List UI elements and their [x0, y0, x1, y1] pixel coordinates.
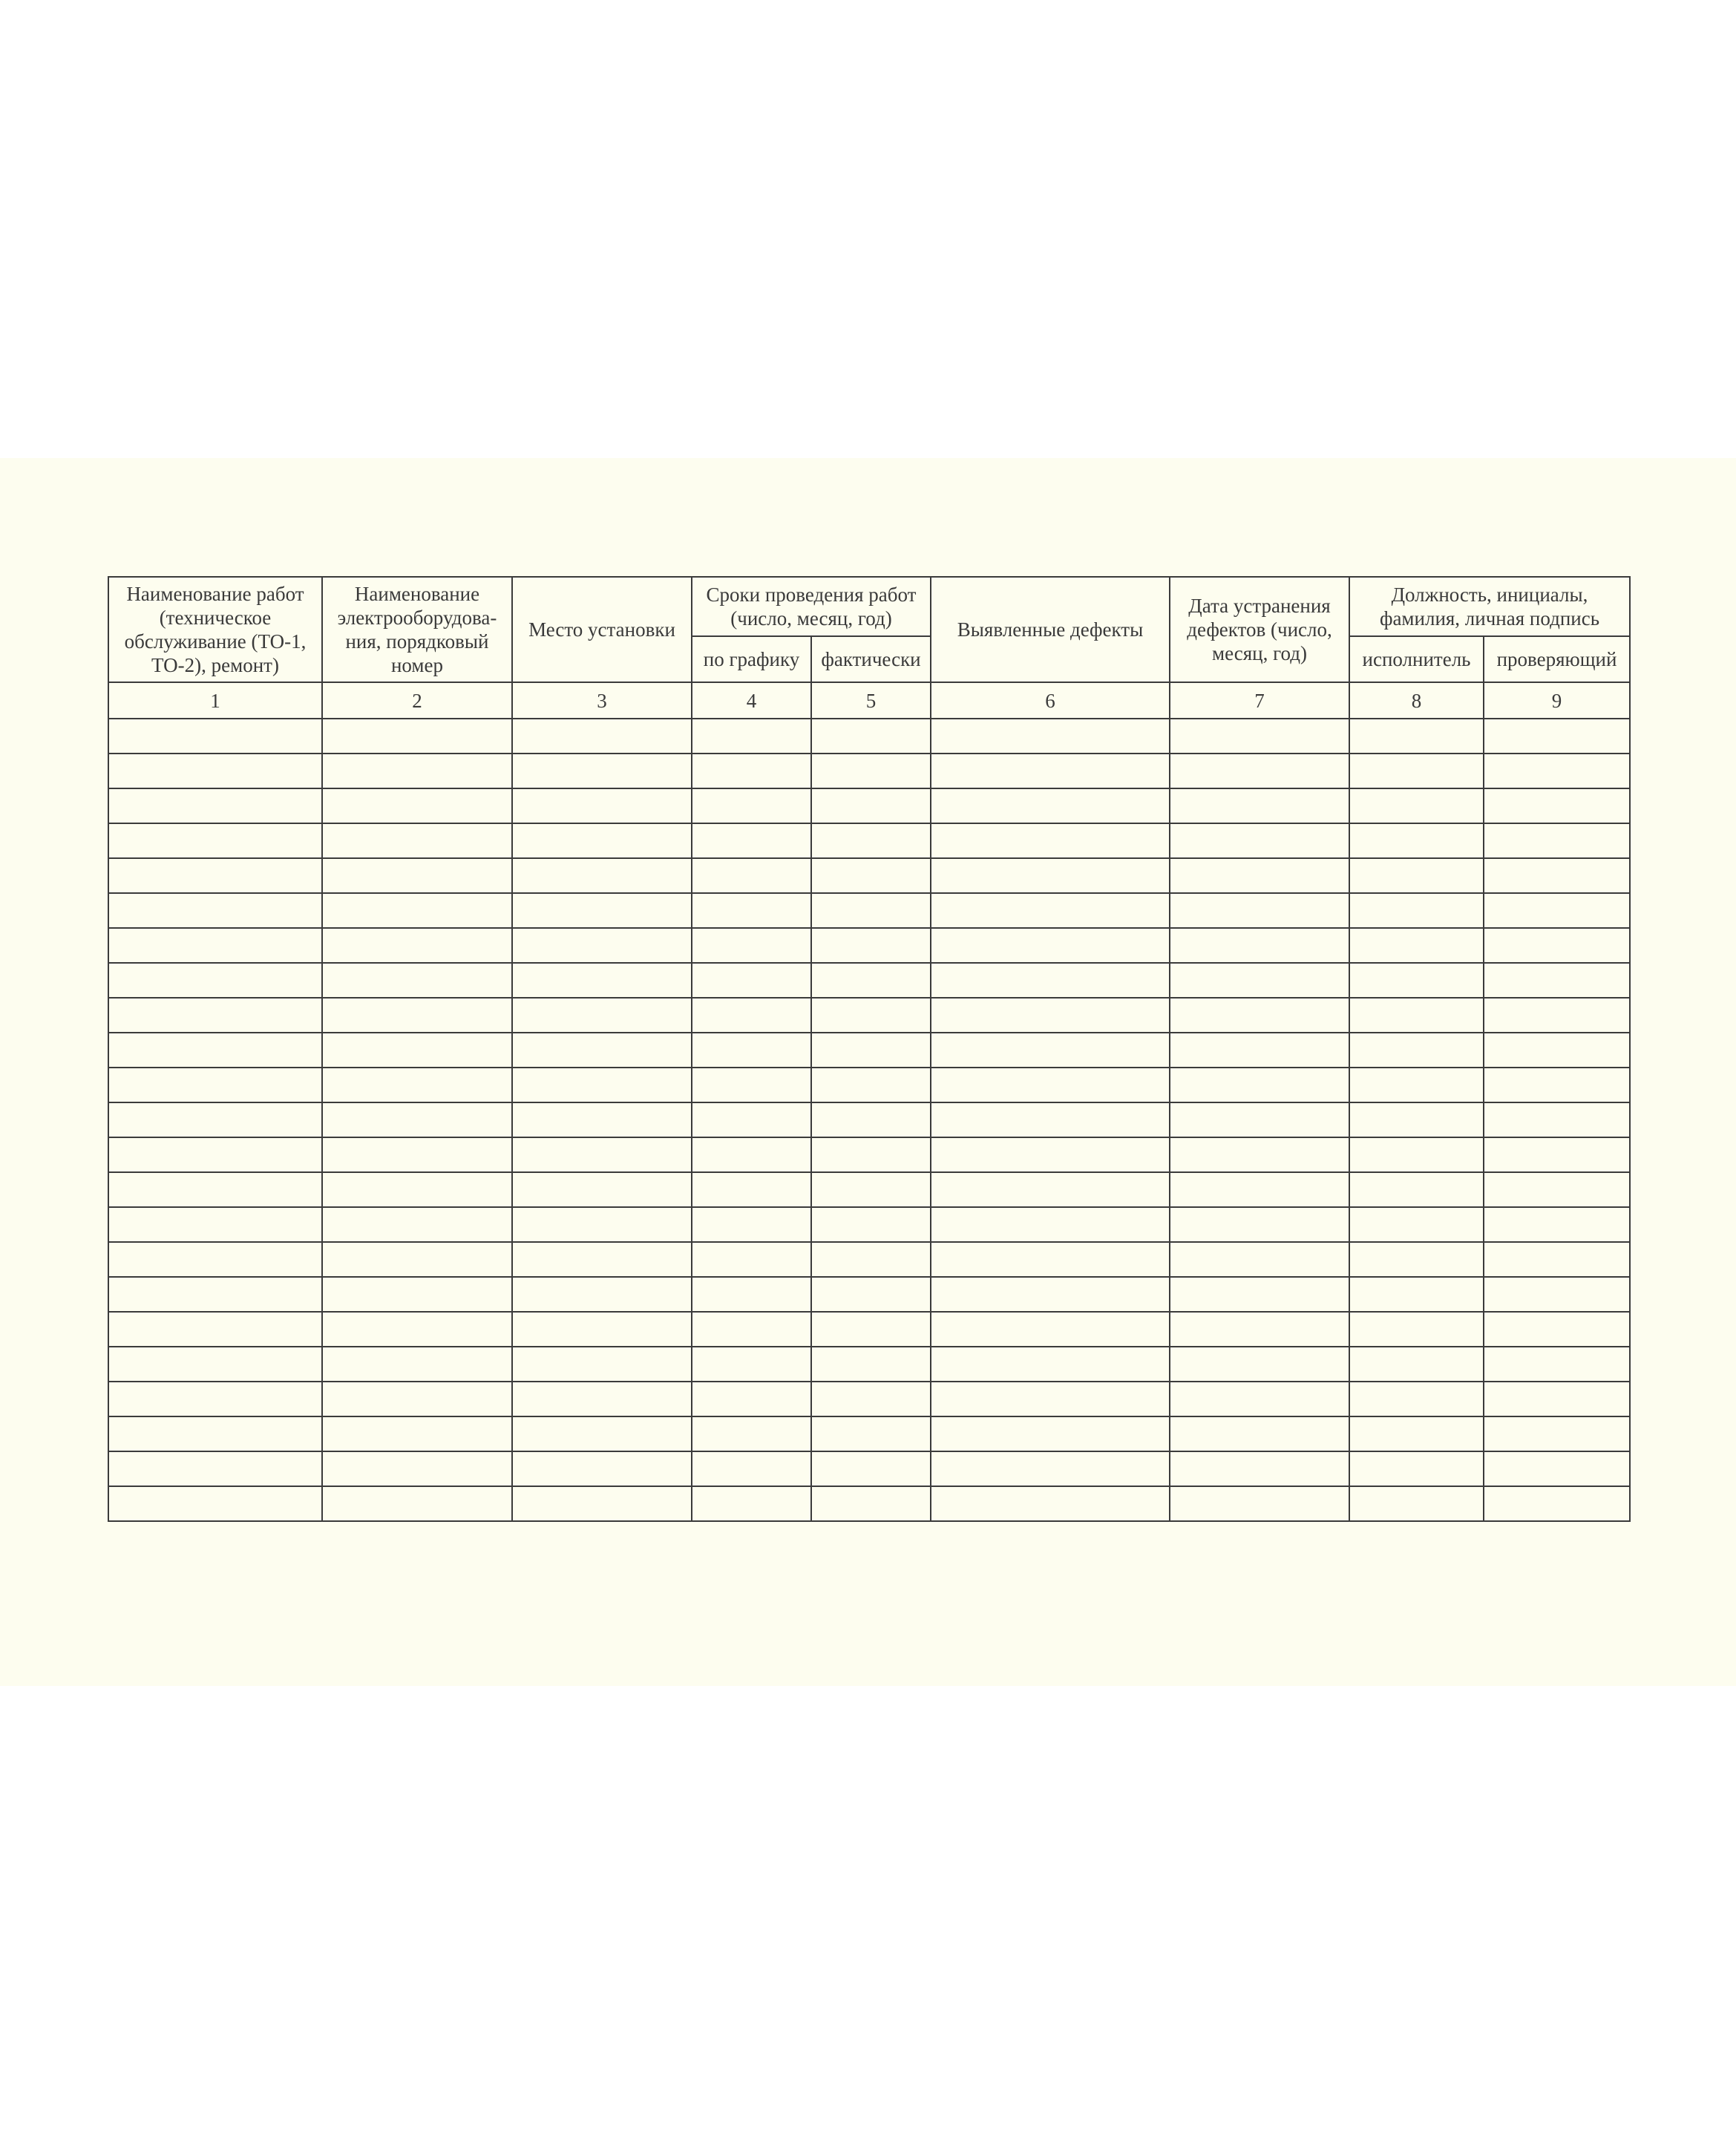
blank-cell [512, 1242, 692, 1277]
blank-cell [322, 1033, 512, 1068]
blank-cell [1170, 1137, 1349, 1172]
blank-cell [1484, 1486, 1630, 1521]
blank-cell [512, 754, 692, 788]
blank-cell [512, 928, 692, 963]
blank-cell [512, 1486, 692, 1521]
table-row [108, 1277, 1630, 1312]
blank-cell [108, 1242, 322, 1277]
table-row [108, 1207, 1630, 1242]
blank-cell [692, 998, 811, 1033]
blank-cell [692, 963, 811, 998]
blank-cell [931, 1102, 1170, 1137]
blank-cell [512, 1277, 692, 1312]
blank-cell [322, 823, 512, 858]
blank-cell [692, 754, 811, 788]
blank-cell [108, 1172, 322, 1207]
blank-cell [512, 1416, 692, 1451]
blank-cell [512, 1102, 692, 1137]
blank-cell [1349, 1137, 1484, 1172]
blank-cell [512, 1347, 692, 1382]
blank-cell [1484, 1312, 1630, 1347]
blank-cell [322, 1068, 512, 1102]
blank-cell [931, 754, 1170, 788]
blank-cell [108, 928, 322, 963]
blank-cell [1170, 893, 1349, 928]
blank-cell [692, 788, 811, 823]
blank-cell [322, 1382, 512, 1416]
blank-cell [322, 1172, 512, 1207]
blank-cell [1170, 858, 1349, 893]
blank-cell [1170, 1277, 1349, 1312]
blank-cell [931, 1312, 1170, 1347]
blank-cell [1484, 1207, 1630, 1242]
blank-cell [1484, 928, 1630, 963]
blank-cell [108, 754, 322, 788]
header-location: Место установки [512, 577, 692, 682]
blank-cell [931, 1172, 1170, 1207]
table-row [108, 1382, 1630, 1416]
blank-cell [811, 1207, 931, 1242]
blank-cell [1170, 1207, 1349, 1242]
blank-cell [322, 1102, 512, 1137]
blank-cell [1484, 963, 1630, 998]
blank-cell [108, 1277, 322, 1312]
blank-cell [512, 1172, 692, 1207]
blank-cell [931, 1486, 1170, 1521]
blank-cell [811, 719, 931, 754]
blank-cell [692, 1451, 811, 1486]
blank-cell [1170, 823, 1349, 858]
blank-cell [1170, 963, 1349, 998]
blank-cell [322, 928, 512, 963]
blank-cell [811, 788, 931, 823]
blank-cell [108, 823, 322, 858]
blank-cell [931, 998, 1170, 1033]
blank-cell [931, 928, 1170, 963]
blank-cell [811, 858, 931, 893]
blank-cell [811, 1033, 931, 1068]
blank-cell [1170, 1172, 1349, 1207]
blank-cell [1349, 1102, 1484, 1137]
blank-cell [108, 1312, 322, 1347]
table-row [108, 1451, 1630, 1486]
blank-cell [1170, 1416, 1349, 1451]
table-row [108, 1486, 1630, 1521]
blank-cell [692, 719, 811, 754]
blank-cell [1349, 1033, 1484, 1068]
blank-cell [108, 858, 322, 893]
blank-cell [1170, 1102, 1349, 1137]
blank-cell [692, 1033, 811, 1068]
blank-cell [811, 1382, 931, 1416]
table-row [108, 963, 1630, 998]
blank-cell [1349, 928, 1484, 963]
blank-cell [811, 1312, 931, 1347]
header-equipment-name: Наименование электрооборудова-ния, порядковый номер [322, 577, 512, 682]
blank-cell [322, 998, 512, 1033]
blank-cell [1349, 858, 1484, 893]
blank-cell [1484, 998, 1630, 1033]
blank-cell [322, 1277, 512, 1312]
blank-cell [1170, 1347, 1349, 1382]
blank-cell [692, 1486, 811, 1521]
table-row [108, 1312, 1630, 1347]
blank-cell [692, 1242, 811, 1277]
blank-cell [1349, 998, 1484, 1033]
blank-cell [108, 1416, 322, 1451]
blank-cell [1349, 1347, 1484, 1382]
blank-cell [931, 1347, 1170, 1382]
blank-cell [1170, 1486, 1349, 1521]
blank-cell [1170, 1451, 1349, 1486]
column-number: 3 [512, 682, 692, 719]
blank-cell [108, 1102, 322, 1137]
blank-cell [1349, 893, 1484, 928]
header-work-dates: Сроки проведения работ (число, месяц, год) [692, 577, 931, 636]
blank-cell [1349, 754, 1484, 788]
blank-cell [811, 928, 931, 963]
blank-cell [108, 1486, 322, 1521]
blank-cell [512, 998, 692, 1033]
column-number: 9 [1484, 682, 1630, 719]
blank-cell [322, 1347, 512, 1382]
blank-cell [322, 1451, 512, 1486]
table-row [108, 928, 1630, 963]
blank-cell [1349, 823, 1484, 858]
blank-cell [1484, 1242, 1630, 1277]
blank-cell [931, 788, 1170, 823]
blank-cell [692, 1172, 811, 1207]
column-number: 1 [108, 682, 322, 719]
blank-cell [512, 823, 692, 858]
blank-cell [931, 1382, 1170, 1416]
blank-cell [692, 893, 811, 928]
blank-cell [1349, 1172, 1484, 1207]
blank-cell [322, 1416, 512, 1451]
blank-cell [1170, 998, 1349, 1033]
blank-cell [322, 893, 512, 928]
header-signatures: Должность, инициалы, фамилия, личная подпись [1349, 577, 1630, 636]
blank-cell [811, 1347, 931, 1382]
blank-cell [811, 823, 931, 858]
blank-cell [1170, 1382, 1349, 1416]
blank-cell [811, 1172, 931, 1207]
header-actual: фактически [811, 636, 931, 682]
blank-cell [108, 963, 322, 998]
blank-cell [931, 719, 1170, 754]
blank-cell [512, 1312, 692, 1347]
blank-cell [512, 893, 692, 928]
blank-cell [1484, 1451, 1630, 1486]
table-row [108, 1242, 1630, 1277]
blank-cell [692, 1277, 811, 1312]
blank-cell [692, 1207, 811, 1242]
header-fix-date: Дата устранения дефектов (число, месяц, год) [1170, 577, 1349, 682]
blank-cell [1349, 788, 1484, 823]
table-row [108, 1416, 1630, 1451]
blank-cell [692, 823, 811, 858]
blank-cell [108, 719, 322, 754]
column-number: 2 [322, 682, 512, 719]
blank-cell [322, 858, 512, 893]
blank-cell [1349, 1242, 1484, 1277]
blank-cell [811, 1451, 931, 1486]
blank-cell [512, 788, 692, 823]
blank-cell [1484, 754, 1630, 788]
blank-cell [931, 1451, 1170, 1486]
column-number: 8 [1349, 682, 1484, 719]
blank-cell [1349, 1068, 1484, 1102]
blank-cell [811, 963, 931, 998]
blank-cell [1484, 1033, 1630, 1068]
blank-cell [1484, 858, 1630, 893]
blank-cell [322, 963, 512, 998]
table-row [108, 1068, 1630, 1102]
blank-cell [1484, 1277, 1630, 1312]
blank-cell [692, 928, 811, 963]
blank-cell [322, 719, 512, 754]
header-scheduled: по графику [692, 636, 811, 682]
blank-cell [931, 1207, 1170, 1242]
blank-cell [1484, 1416, 1630, 1451]
blank-cell [692, 858, 811, 893]
table-row [108, 719, 1630, 754]
blank-cell [811, 1486, 931, 1521]
blank-cell [512, 1451, 692, 1486]
blank-cell [1484, 1137, 1630, 1172]
blank-cell [1170, 1033, 1349, 1068]
blank-cell [1349, 963, 1484, 998]
blank-cell [512, 1382, 692, 1416]
blank-cell [512, 963, 692, 998]
blank-cell [931, 1277, 1170, 1312]
blank-cell [1349, 1382, 1484, 1416]
blank-cell [931, 1416, 1170, 1451]
blank-cell [1349, 1277, 1484, 1312]
blank-cell [108, 1382, 322, 1416]
blank-cell [692, 1137, 811, 1172]
blank-cell [811, 1068, 931, 1102]
blank-cell [692, 1102, 811, 1137]
maintenance-journal-table [108, 576, 1631, 1522]
blank-cell [108, 1347, 322, 1382]
blank-cell [512, 1137, 692, 1172]
blank-cell [931, 893, 1170, 928]
blank-cell [1349, 1207, 1484, 1242]
blank-cell [692, 1068, 811, 1102]
blank-cell [322, 754, 512, 788]
table-row [108, 1033, 1630, 1068]
table-row [108, 1137, 1630, 1172]
blank-cell [1484, 1382, 1630, 1416]
blank-cell [108, 1068, 322, 1102]
blank-cell [692, 1347, 811, 1382]
blank-cell [692, 1382, 811, 1416]
header-defects: Выявленные дефекты [931, 577, 1170, 682]
blank-cell [1349, 1312, 1484, 1347]
blank-cell [512, 858, 692, 893]
blank-cell [512, 1068, 692, 1102]
blank-cell [512, 719, 692, 754]
blank-cell [931, 823, 1170, 858]
blank-cell [811, 1416, 931, 1451]
blank-cell [1349, 1416, 1484, 1451]
blank-cell [1170, 719, 1349, 754]
blank-cell [692, 1312, 811, 1347]
blank-cell [931, 1068, 1170, 1102]
blank-cell [1170, 1068, 1349, 1102]
blank-cell [811, 1137, 931, 1172]
blank-cell [108, 893, 322, 928]
blank-cell [1484, 823, 1630, 858]
column-number: 5 [811, 682, 931, 719]
column-number: 7 [1170, 682, 1349, 719]
table-row [108, 858, 1630, 893]
blank-cell [931, 963, 1170, 998]
blank-cell [322, 1242, 512, 1277]
blank-cell [1170, 754, 1349, 788]
blank-cell [1170, 928, 1349, 963]
table-row [108, 893, 1630, 928]
blank-cell [1484, 719, 1630, 754]
table-row [108, 1172, 1630, 1207]
header-work-name: Наименование работ (техническое обслуживание (ТО-1, ТО-2), ремонт) [108, 577, 322, 682]
blank-cell [811, 754, 931, 788]
table-row [108, 1347, 1630, 1382]
blank-cell [1349, 1451, 1484, 1486]
blank-cell [931, 1137, 1170, 1172]
blank-cell [322, 1312, 512, 1347]
blank-cell [1484, 1347, 1630, 1382]
blank-cell [108, 1451, 322, 1486]
blank-cell [1349, 1486, 1484, 1521]
blank-cell [322, 1486, 512, 1521]
blank-cell [931, 1242, 1170, 1277]
blank-cell [811, 893, 931, 928]
table-row [108, 788, 1630, 823]
header-inspector: проверяющий [1484, 636, 1630, 682]
blank-cell [1484, 1068, 1630, 1102]
blank-cell [108, 1137, 322, 1172]
blank-cell [931, 1033, 1170, 1068]
table-row [108, 823, 1630, 858]
blank-cell [512, 1033, 692, 1068]
blank-cell [811, 1242, 931, 1277]
blank-cell [811, 1277, 931, 1312]
header-performer: исполнитель [1349, 636, 1484, 682]
table-row [108, 998, 1630, 1033]
blank-cell [1170, 788, 1349, 823]
blank-cell [512, 1207, 692, 1242]
blank-cell [692, 1416, 811, 1451]
blank-cell [108, 1207, 322, 1242]
column-number: 4 [692, 682, 811, 719]
blank-cell [1170, 1242, 1349, 1277]
column-number: 6 [931, 682, 1170, 719]
blank-cell [1170, 1312, 1349, 1347]
blank-cell [811, 1102, 931, 1137]
blank-cell [108, 998, 322, 1033]
blank-cell [322, 1207, 512, 1242]
blank-cell [1349, 719, 1484, 754]
blank-cell [811, 998, 931, 1033]
blank-cell [931, 858, 1170, 893]
blank-cell [1484, 893, 1630, 928]
blank-cell [322, 1137, 512, 1172]
blank-cell [1484, 788, 1630, 823]
blank-cell [1484, 1172, 1630, 1207]
blank-cell [1484, 1102, 1630, 1137]
blank-cell [108, 1033, 322, 1068]
table-row [108, 754, 1630, 788]
blank-cell [322, 788, 512, 823]
table-row [108, 1102, 1630, 1137]
column-number-row [108, 682, 1630, 719]
blank-cell [108, 788, 322, 823]
